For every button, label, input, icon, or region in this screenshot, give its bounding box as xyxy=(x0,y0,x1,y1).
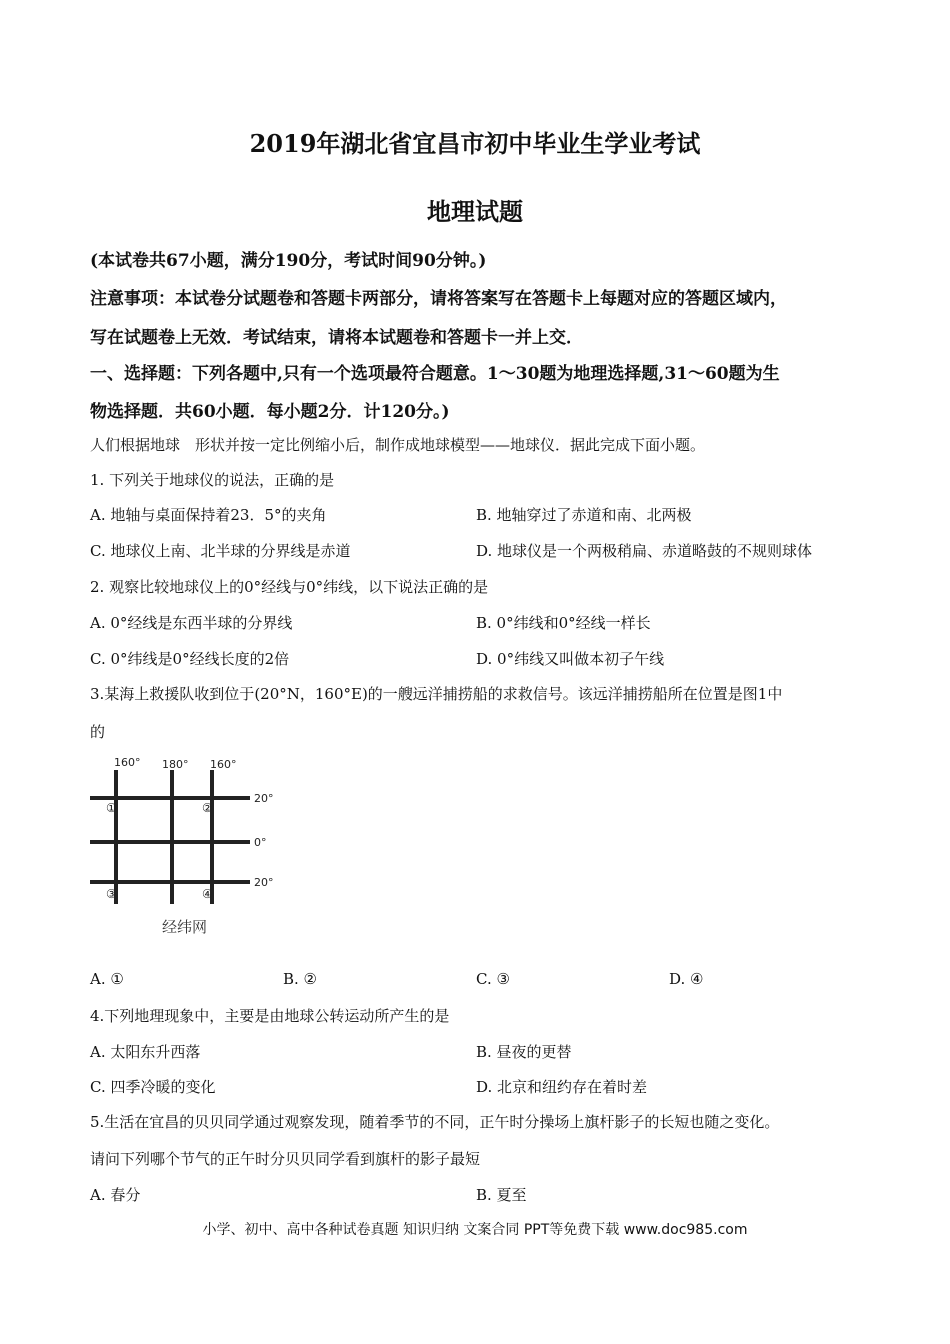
page-title: 2019年湖北省宜昌市初中毕业生学业考试 xyxy=(249,129,701,158)
q1-option-a: A. 地轴与桌面保持着23．5°的夹角 xyxy=(90,506,327,524)
q4-option-a: A. 太阳东升西落 xyxy=(90,1043,201,1061)
q3-option-c: C. ③ xyxy=(476,970,510,988)
notice-line-2: 写在试题卷上无效．考试结束，请将本试题卷和答题卡一并上交． xyxy=(90,328,583,348)
lat-label-middle: 0° xyxy=(254,836,267,849)
q3-option-b: B. ② xyxy=(283,970,318,988)
q1-option-c: C. 地球仪上南、北半球的分界线是赤道 xyxy=(90,542,351,560)
q3-stem-line-2: 的 xyxy=(90,723,106,741)
q1-option-b: B. 地轴穿过了赤道和南、北两极 xyxy=(476,506,692,524)
lon-label-left: 160° xyxy=(114,756,141,769)
q2-option-d: D. 0°纬线又叫做本初子午线 xyxy=(476,650,665,668)
q3-option-a: A. ① xyxy=(90,970,124,988)
question-intro: 人们根据地球 形状并按一定比例缩小后，制作成地球模型——地球仪．据此完成下面小题。 xyxy=(90,436,706,454)
q5-stem-line-1: 5.生活在宜昌的贝贝同学通过观察发现，随着季节的不同，正午时分操场上旗杆影子的长短也随之变化。 xyxy=(90,1113,780,1131)
page-footer: 小学、初中、高中各种试卷真题 知识归纳 文案合同 PPT等免费下载 www.doc985.com xyxy=(202,1222,748,1238)
q5-option-a: A. 春分 xyxy=(90,1186,141,1204)
q1-stem: 1. 下列关于地球仪的说法，正确的是 xyxy=(90,471,335,489)
q5-option-b: B. 夏至 xyxy=(476,1186,527,1204)
lat-label-bottom: 20° xyxy=(254,876,274,889)
figure-caption: 经纬网 xyxy=(162,918,208,936)
q1-option-d: D. 地球仪是一个两极稍扁、赤道略鼓的不规则球体 xyxy=(476,542,813,560)
exam-info: (本试卷共67小题，满分190分，考试时间90分钟。) xyxy=(90,251,487,271)
lat-lon-grid-figure xyxy=(80,752,300,942)
point-label-4: ④ xyxy=(202,887,213,901)
q2-option-a: A. 0°经线是东西半球的分界线 xyxy=(90,614,293,632)
lon-label-right: 160° xyxy=(210,758,237,771)
q2-option-c: C. 0°纬线是0°经线长度的2倍 xyxy=(90,650,290,668)
q3-stem-line-1: 3.某海上救援队收到位于(20°N，160°E)的一艘远洋捕捞船的求救信号。该远洋捕捞船所在位置是图1中 xyxy=(90,685,783,703)
page-subtitle: 地理试题 xyxy=(427,197,523,226)
section-heading-line-2: 物选择题．共60小题．每小题2分．计120分。) xyxy=(90,402,450,422)
q4-option-b: B. 昼夜的更替 xyxy=(476,1043,572,1061)
q2-stem: 2. 观察比较地球仪上的0°经线与0°纬线，以下说法正确的是 xyxy=(90,578,489,596)
q2-option-b: B. 0°纬线和0°经线一样长 xyxy=(476,614,651,632)
point-label-2: ② xyxy=(202,801,213,815)
q5-stem-line-2: 请问下列哪个节气的正午时分贝贝同学看到旗杆的影子最短 xyxy=(90,1150,481,1168)
point-label-3: ③ xyxy=(106,887,117,901)
point-label-1: ① xyxy=(106,801,117,815)
q4-stem: 4.下列地理现象中，主要是由地球公转运动所产生的是 xyxy=(90,1007,450,1025)
notice-line-1: 注意事项：本试卷分试题卷和答题卡两部分，请将答案写在答题卡上每题对应的答题区域内， xyxy=(90,289,787,309)
lon-label-middle: 180° xyxy=(162,758,189,771)
q4-option-c: C. 四季冷暖的变化 xyxy=(90,1078,216,1096)
section-heading-line-1: 一、选择题：下列各题中,只有一个选项最符合题意。1～30题为地理选择题,31～60题为生 xyxy=(90,364,780,384)
q3-option-d: D. ④ xyxy=(669,970,704,988)
lat-label-top: 20° xyxy=(254,792,274,805)
q4-option-d: D. 北京和纽约存在着时差 xyxy=(476,1078,648,1096)
